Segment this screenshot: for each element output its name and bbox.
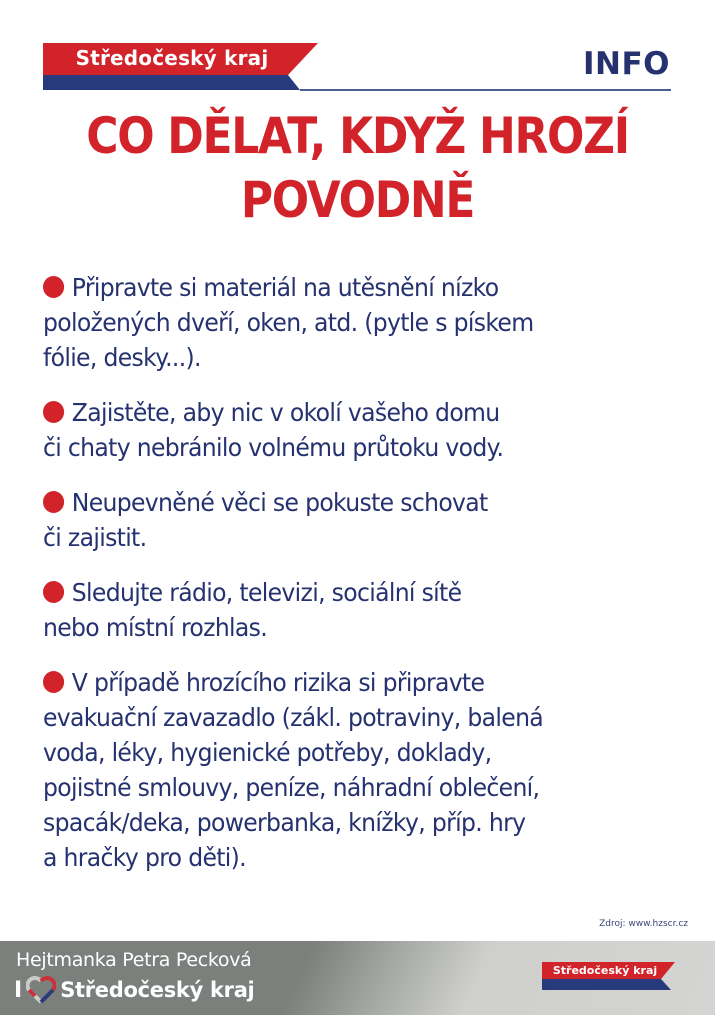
advice-line: spacák/deka, powerbanka, knížky, příp. hry (43, 808, 526, 837)
advice-list (43, 270, 683, 895)
advice-line: položených dveří, oken, atd. (pytle s pískem (43, 308, 534, 337)
advice-item (43, 575, 696, 645)
advice-line: fólie, desky...). (43, 343, 201, 372)
page-title (43, 104, 672, 232)
source-note: Zdroj: www.hzscr.cz (599, 919, 688, 929)
bullet-dot-icon (43, 671, 64, 693)
advice-line: Neupevněné věci se pokuste schovat (71, 488, 488, 517)
region-logo-footer (542, 962, 675, 990)
advice-line: Sledujte rádio, televizi, sociální sítě (71, 578, 462, 607)
region-logo-footer-text: Středočeský kraj (552, 964, 658, 977)
advice-line: či chaty nebránilo volnému průtoku vody. (43, 433, 504, 462)
advice-line: Připravte si materiál na utěsnění nízko (71, 273, 499, 302)
bullet-dot-icon (43, 276, 64, 298)
bullet-dot-icon (43, 401, 64, 423)
advice-item (43, 485, 696, 555)
region-logo-text: Středočeský kraj (75, 46, 269, 70)
advice-line: nebo místní rozhlas. (43, 613, 268, 642)
advice-item (43, 270, 696, 375)
advice-line: Zajistěte, aby nic v okolí vašeho domu (71, 398, 500, 427)
advice-line: evakuační zavazadlo (zákl. potraviny, balená (43, 703, 544, 732)
advice-item (43, 395, 696, 465)
info-label: INFO (582, 46, 670, 82)
advice-line: a hračky pro děti). (43, 843, 246, 872)
slogan-i: I (14, 977, 23, 1003)
love-region-slogan (14, 975, 254, 1005)
advice-item (43, 665, 696, 875)
advice-line: či zajistit. (43, 523, 147, 552)
heart-icon (26, 976, 56, 1004)
slogan-region: Středočeský kraj (60, 978, 255, 1002)
header-rule (300, 89, 671, 91)
advice-line: pojistné smlouvy, peníze, náhradní oblečení, (43, 773, 540, 802)
page-title-line-2: POVODNĚ (240, 171, 475, 229)
advice-line: V případě hrozícího rizika si připravte (71, 668, 485, 697)
governor-name: Hejtmanka Petra Pecková (16, 949, 252, 971)
region-logo-header (43, 43, 318, 91)
page-title-line-1: CO DĚLAT, KDYŽ HROZÍ (86, 107, 629, 165)
bullet-dot-icon (43, 581, 64, 603)
bullet-dot-icon (43, 491, 64, 513)
advice-line: voda, léky, hygienické potřeby, doklady, (43, 738, 492, 767)
